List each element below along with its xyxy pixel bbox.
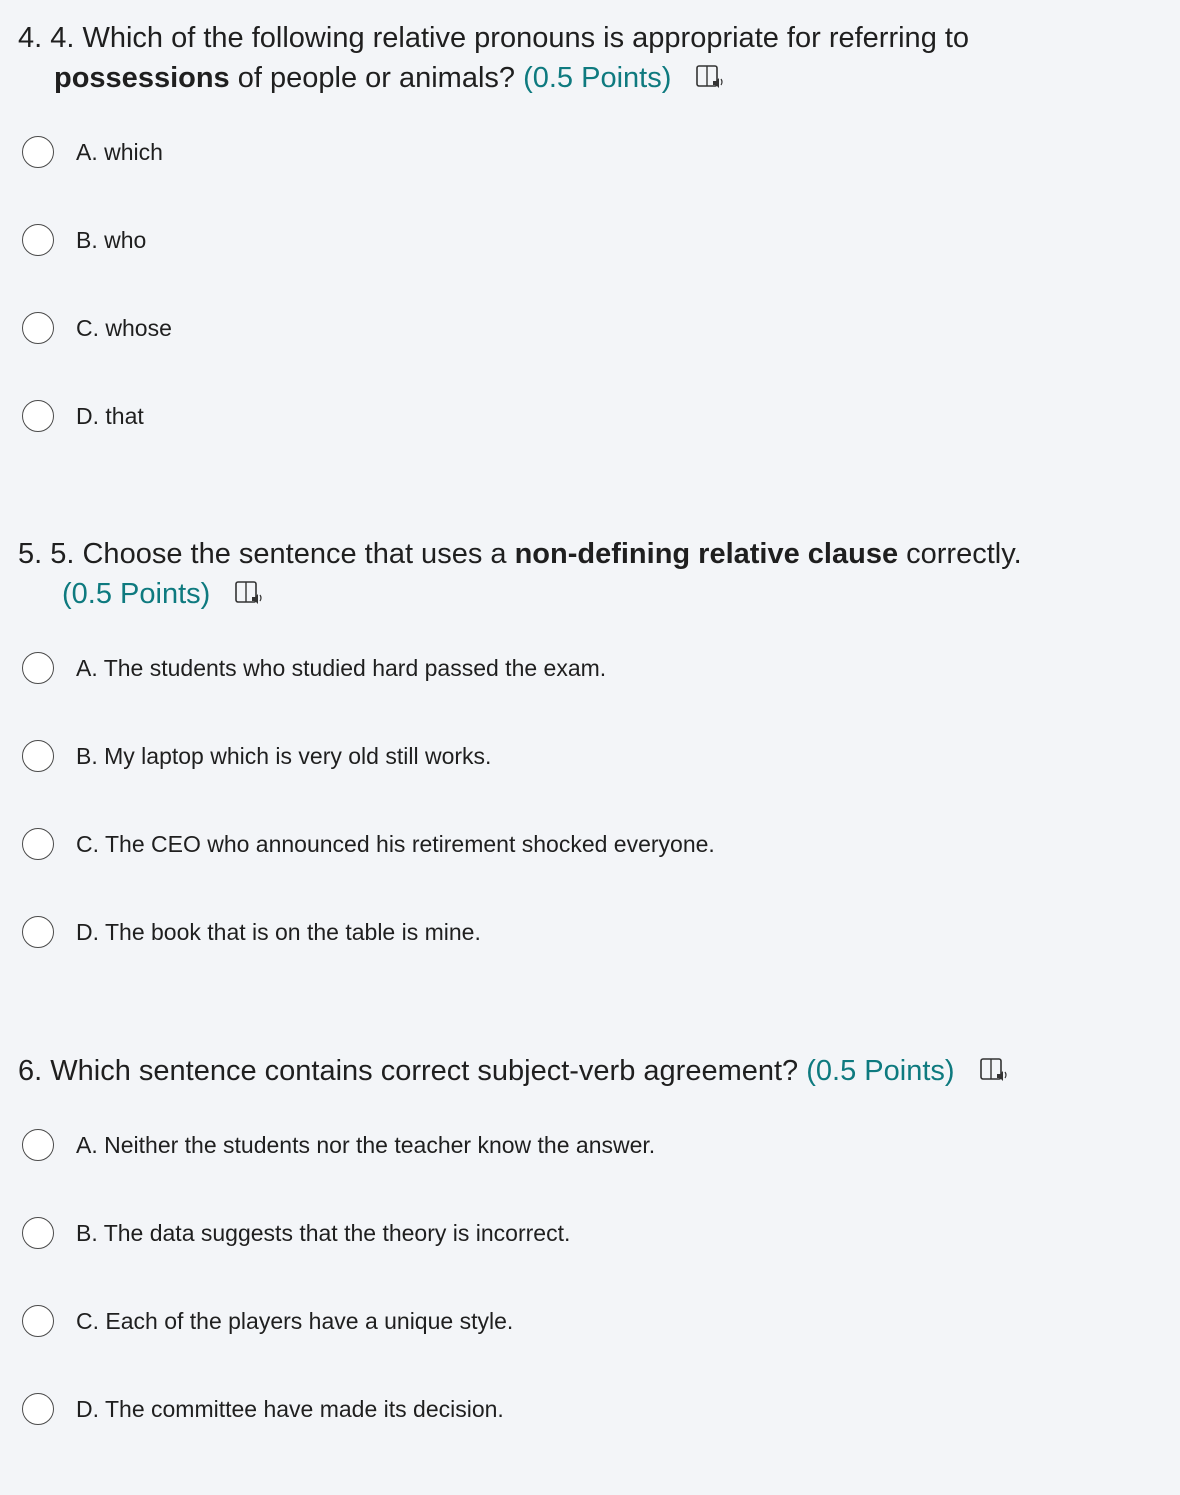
- question-4-number: 4.: [18, 22, 43, 54]
- q5-option-a[interactable]: [22, 648, 606, 688]
- option-label: A. The students who studied hard passed the exam.: [76, 654, 607, 681]
- immersive-reader-icon[interactable]: [695, 63, 725, 91]
- option-label: D. that: [76, 402, 144, 429]
- option-label: B. My laptop which is very old still works.: [76, 742, 492, 769]
- q4-option-c[interactable]: [22, 308, 172, 348]
- q6-option-b[interactable]: [22, 1213, 570, 1253]
- option-label: C. whose: [76, 314, 172, 341]
- radio-button[interactable]: [22, 224, 54, 256]
- question-5-points: (0.5 Points): [62, 578, 211, 610]
- radio-button[interactable]: [22, 1217, 54, 1249]
- q6-option-c[interactable]: [22, 1301, 513, 1341]
- immersive-reader-icon[interactable]: [234, 579, 264, 607]
- radio-button[interactable]: [22, 1305, 54, 1337]
- question-5-text: 5. Choose the sentence that uses a: [50, 538, 515, 570]
- option-label: D. The committee have made its decision.: [76, 1395, 504, 1422]
- radio-button[interactable]: [22, 652, 54, 684]
- option-label: D. The book that is on the table is mine.: [76, 918, 481, 945]
- radio-button[interactable]: [22, 136, 54, 168]
- radio-button[interactable]: [22, 1129, 54, 1161]
- q6-option-a[interactable]: [22, 1125, 655, 1165]
- question-5-number: 5.: [18, 538, 43, 570]
- question-4-text: 4. Which of the following relative pronouns is appropriate for referring to: [50, 22, 970, 54]
- question-5-bold-text: non-defining relative clause: [514, 538, 899, 570]
- option-label: B. who: [76, 226, 147, 253]
- q4-option-b[interactable]: [22, 220, 146, 260]
- radio-button[interactable]: [22, 312, 54, 344]
- immersive-reader-icon[interactable]: [979, 1056, 1009, 1084]
- question-4-title: [18, 18, 1138, 98]
- radio-button[interactable]: [22, 828, 54, 860]
- question-4-bold-text: possessions: [54, 62, 230, 94]
- question-4-points: (0.5 Points): [523, 62, 672, 94]
- q6-option-d[interactable]: [22, 1389, 504, 1429]
- question-6-text: Which sentence contains correct subject-verb agreement?: [50, 1055, 799, 1087]
- radio-button[interactable]: [22, 1393, 54, 1425]
- q4-option-d[interactable]: [22, 396, 144, 436]
- radio-button[interactable]: [22, 740, 54, 772]
- question-6-title: [18, 1051, 1138, 1091]
- question-5-text-end: correctly.: [898, 538, 1022, 570]
- question-6-points: (0.5 Points): [806, 1055, 955, 1087]
- option-label: A. which: [76, 138, 163, 165]
- question-5-title: [18, 534, 1138, 614]
- q5-option-c[interactable]: [22, 824, 715, 864]
- option-label: C. Each of the players have a unique style.: [76, 1307, 514, 1334]
- q4-option-a[interactable]: [22, 132, 163, 172]
- question-6-number: 6.: [18, 1055, 43, 1087]
- q5-option-b[interactable]: [22, 736, 491, 776]
- option-label: C. The CEO who announced his retirement shocked everyone.: [76, 830, 715, 857]
- q5-option-d[interactable]: [22, 912, 481, 952]
- radio-button[interactable]: [22, 916, 54, 948]
- option-label: A. Neither the students nor the teacher know the answer.: [76, 1131, 656, 1158]
- option-label: B. The data suggests that the theory is incorrect.: [76, 1219, 571, 1246]
- radio-button[interactable]: [22, 400, 54, 432]
- question-4-text-end: of people or animals?: [229, 62, 516, 94]
